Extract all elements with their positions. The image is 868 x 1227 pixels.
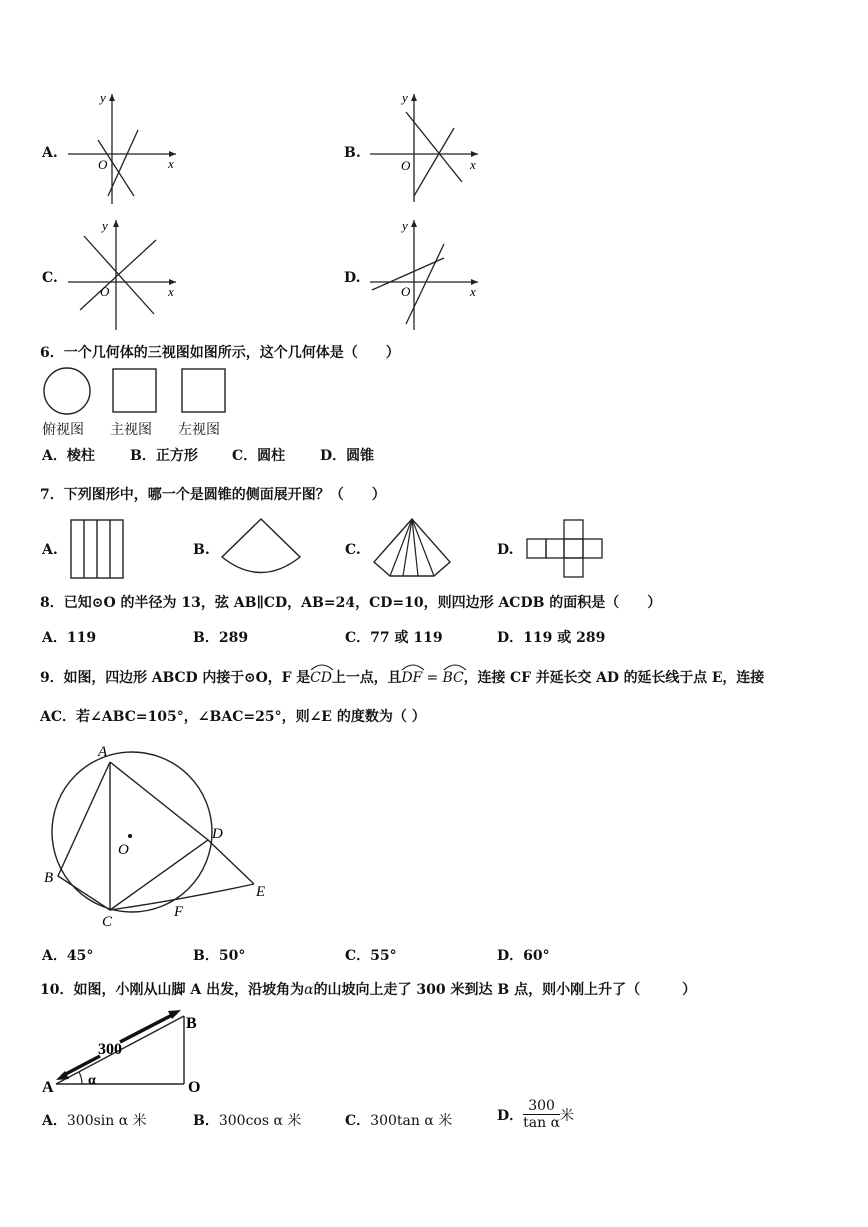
- q9-point-b: B: [44, 870, 54, 886]
- q10-option-b: [193, 1110, 301, 1130]
- q6-option-b: [130, 445, 198, 465]
- q10-option-c: [345, 1110, 452, 1130]
- q8-option-c: [345, 627, 443, 647]
- q6-option-b-text: 正方形: [155, 448, 198, 464]
- q10-point-o: O: [188, 1079, 201, 1096]
- q5-graph-c: [62, 214, 182, 334]
- q9-option-d-text: 60°: [523, 948, 550, 964]
- q5-c-origin: O: [100, 284, 110, 299]
- q9-option-b-text: 50°: [218, 948, 246, 964]
- q6-front-view-square: [113, 369, 156, 412]
- q5-a-axis-x: x: [168, 156, 174, 171]
- q10-point-a: A: [42, 1079, 54, 1096]
- q10-option-a-text: 300sin α 米: [66, 1113, 147, 1129]
- q5-option-c-label: C.: [42, 270, 58, 286]
- q5-graph-b: [366, 90, 486, 210]
- q9-arc-bc-text: BC: [442, 670, 464, 686]
- q9-center-dot: [128, 834, 132, 838]
- q9-arc-bc: [443, 670, 464, 686]
- q7-figure-c-pyramid-net: [370, 516, 454, 580]
- q9-option-a: [42, 945, 93, 965]
- q9-arc-cd-text: CD: [310, 670, 332, 686]
- q9-option-c: [345, 945, 397, 965]
- q5-b-axis-x: x: [470, 157, 476, 172]
- q6-view-label-left: 左视图: [178, 422, 220, 438]
- q5-b-origin: O: [401, 158, 411, 173]
- q9-option-a-label: A．: [42, 948, 67, 964]
- q8-option-a-label: A．: [42, 630, 67, 646]
- q6-option-c-label: C．: [232, 448, 258, 464]
- q5-d-axis-y: y: [402, 218, 408, 233]
- q6-three-views: [40, 366, 240, 418]
- q6-option-d-text: 圆锥: [346, 448, 375, 464]
- q7-stem: 7．下列图形中，哪一个是圆锥的侧面展开图？（ ）: [40, 487, 386, 503]
- q6-option-b-label: B．: [130, 448, 156, 464]
- q9-option-d: [497, 945, 550, 965]
- q7-option-d-label: D.: [497, 542, 514, 558]
- q6-option-c-text: 圆柱: [257, 448, 286, 464]
- q6-view-label-top: 俯视图: [42, 422, 84, 438]
- q9-arc-df-text: DF: [401, 670, 423, 686]
- q5-a-origin: O: [98, 157, 108, 172]
- q7-option-a-label: A.: [42, 542, 58, 558]
- q10-option-d: [497, 1098, 574, 1131]
- q10-angle-label: α: [88, 1073, 96, 1088]
- q9-stem-part1: 9．如图，四边形 ABCD 内接于⊙O，F 是: [40, 670, 311, 686]
- q9-point-d: D: [212, 826, 223, 842]
- q9-circle-figure: [40, 740, 280, 930]
- q5-a-axis-y: y: [100, 90, 106, 105]
- q5-d-origin: O: [401, 284, 411, 299]
- q8-option-b-label: B．: [193, 630, 219, 646]
- q10-option-a-label: A．: [42, 1113, 67, 1129]
- q8-option-b: [193, 627, 248, 647]
- q9-stem-part2: 上一点，且: [331, 670, 402, 686]
- q5-graph-d: [366, 214, 486, 334]
- q9-stem-line2: AC．若∠ABC=105°，∠BAC=25°，则∠E 的度数为（ ）: [40, 709, 426, 725]
- q7-figure-b-sector: [218, 516, 304, 578]
- q9-point-f: F: [174, 904, 184, 920]
- q6-option-a-label: A．: [42, 448, 67, 464]
- q7-figure-d-cube-net: [524, 518, 606, 580]
- q9-option-a-text: 45°: [66, 948, 94, 964]
- q7-option-c-label: C.: [345, 542, 361, 558]
- q10-arrow-up: [120, 1013, 176, 1042]
- q9-arc-df: [401, 670, 422, 686]
- q10-option-d-label: D．: [497, 1107, 524, 1124]
- q6-side-view-square: [182, 369, 225, 412]
- q10-option-d-fraction: [523, 1098, 560, 1131]
- q8-option-c-text: 77 或 119: [370, 630, 443, 646]
- q9-point-e: E: [256, 884, 266, 900]
- q10-stem-part2: 的山坡向上走了 300 米到达 B 点，则小刚上升了（ ）: [313, 982, 697, 998]
- q10-stem-part1: 10．如图，小刚从山脚 A 出发，沿坡角为: [40, 982, 305, 998]
- q9-arc-cd: [310, 670, 332, 686]
- q6-option-c: [232, 445, 285, 465]
- q10-option-a: [42, 1110, 147, 1130]
- q9-option-b: [193, 945, 245, 965]
- q10-option-d-numerator: 300: [523, 1098, 560, 1115]
- q6-option-d-label: D．: [320, 448, 347, 464]
- q9-stem-part3: ，连接 CF 并延长交 AD 的延长线于点 E，连接: [463, 670, 765, 686]
- q5-c-axis-x: x: [168, 284, 174, 299]
- q6-option-a: [42, 445, 95, 465]
- q8-option-b-text: 289: [218, 630, 249, 646]
- q9-option-b-label: B．: [193, 948, 219, 964]
- q10-option-c-text: 300tan α 米: [370, 1113, 453, 1129]
- q9-point-a: A: [98, 744, 108, 760]
- q5-option-a-label: A.: [42, 145, 58, 161]
- q9-equals: =: [422, 670, 443, 686]
- q8-option-d-text: 119 或 289: [523, 630, 606, 646]
- q10-option-c-label: C．: [345, 1113, 371, 1129]
- q5-option-d-label: D.: [344, 270, 361, 286]
- q10-angle-arc: [79, 1072, 82, 1084]
- q5-c-axis-y: y: [102, 218, 108, 233]
- q5-graph-a: [62, 90, 182, 210]
- q8-stem: 8．已知⊙O 的半径为 13，弦 AB∥CD，AB=24，CD=10，则四边形 ACDB 的面积是（ ）: [40, 595, 662, 611]
- q9-option-c-label: C．: [345, 948, 371, 964]
- q9-option-c-text: 55°: [370, 948, 397, 964]
- q5-b-axis-y: y: [402, 90, 408, 105]
- q10-option-d-denominator: tan α: [523, 1115, 561, 1131]
- q10-point-b: B: [186, 1015, 197, 1032]
- q10-option-b-text: 300cos α 米: [218, 1113, 302, 1129]
- q6-stem: 6．一个几何体的三视图如图所示，这个几何体是（ ）: [40, 345, 400, 361]
- q5-d-axis-x: x: [470, 284, 476, 299]
- q10-alpha: α: [304, 982, 314, 998]
- q9-point-o: O: [118, 842, 129, 858]
- q6-option-a-text: 棱柱: [66, 448, 95, 464]
- q9-quadrilateral-abcd: [58, 762, 208, 910]
- q9-option-d-label: D．: [497, 948, 524, 964]
- q10-option-b-label: B．: [193, 1113, 219, 1129]
- q6-top-view-circle: [44, 368, 90, 414]
- q8-option-a-text: 119: [66, 630, 97, 646]
- q7-option-b-label: B.: [193, 542, 210, 558]
- q10-length-label: 300: [98, 1041, 122, 1058]
- q8-option-c-label: C．: [345, 630, 371, 646]
- q9-segment-de: [208, 840, 254, 884]
- q7-figure-a-rectangles: [68, 518, 128, 582]
- q10-stem: [40, 979, 696, 999]
- q8-option-d: [497, 627, 605, 647]
- q6-view-label-front: 主视图: [110, 422, 152, 438]
- q6-option-d: [320, 445, 374, 465]
- q5-option-b-label: B.: [344, 145, 361, 161]
- q8-option-d-label: D．: [497, 630, 524, 646]
- q9-point-c: C: [102, 914, 113, 930]
- q10-option-d-unit: 米: [560, 1107, 575, 1124]
- q10-slope-figure: [38, 1008, 218, 1100]
- q9-stem-line1: [40, 667, 764, 687]
- q8-option-a: [42, 627, 96, 647]
